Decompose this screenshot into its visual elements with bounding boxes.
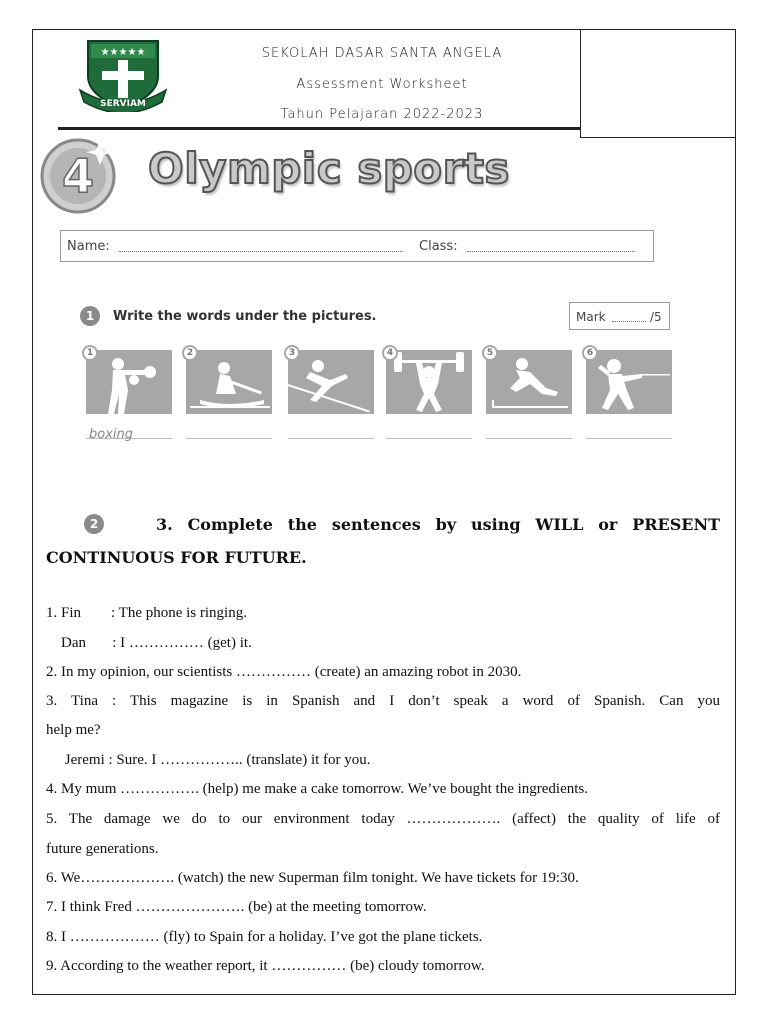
unit-title: Olympic sports [148,144,510,193]
mark-box [569,302,670,330]
sentence-line: 2. In my opinion, our scientists …………… (create) an amazing robot in 2030. [46,664,522,680]
answer-line-5[interactable] [486,438,572,439]
svg-text:★★★★★: ★★★★★ [100,47,146,58]
sentence-line: 1. Fin : The phone is ringing. [46,605,247,621]
sentence-line: 4. My mum ……………. (help) me make a cake tomorrow. We’ve bought the ingredients. [46,781,588,797]
exercise-2-bullet: 2 [84,514,104,534]
rowing-icon [186,350,272,414]
picture-number: 4 [382,345,398,361]
exercise-2-heading [46,508,720,574]
picture-2 [186,350,272,414]
boxing-icon [86,350,172,414]
mark-label: Mark [576,310,606,324]
sentence-line: 3. Tina : This magazine is in Spanish and I don’t speak a word of Spanish. Can you [46,693,720,709]
sentence-line: future generations. [46,841,159,857]
sentence-line: 8. I ……………… (fly) to Spain for a holiday. I’ve got the plane tickets. [46,929,483,945]
academic-year: Tahun Pelajaran 2022-2023 [280,107,484,122]
picture-6 [586,350,672,414]
name-class-box [60,230,654,262]
answer-line-6[interactable] [586,438,672,439]
picture-5 [486,350,572,414]
exercise-1-bullet: 1 [80,306,100,326]
sentence-line: Dan : I …………… (get) it. [46,635,252,651]
school-crest-icon [78,38,168,112]
class-field[interactable] [467,251,635,252]
long-jump-icon [486,350,572,414]
picture-3 [288,350,374,414]
picture-4 [386,350,472,414]
picture-number: 3 [284,345,300,361]
header-divider [58,127,580,130]
answer-line-3[interactable] [288,438,374,439]
answer-line-4[interactable] [386,438,472,439]
mark-total: /5 [650,310,662,324]
name-field[interactable] [119,251,403,252]
high-jump-icon [288,350,374,414]
document-type: Assessment Worksheet [296,77,468,92]
picture-number: 2 [182,345,198,361]
unit-number-badge [34,134,122,214]
answer-1: boxing [89,427,134,442]
mark-field[interactable] [612,321,646,322]
name-label: Name: [67,239,110,254]
score-box [580,29,736,138]
answer-line-2[interactable] [186,438,272,439]
crest-motto: SERVIAM [100,99,146,109]
class-label: Class: [419,239,458,254]
heading-line-2: CONTINUOUS FOR FUTURE. [46,548,307,567]
weightlifting-icon [386,350,472,414]
sentence-line: 6. We………………. (watch) the new Superman film tonight. We have tickets for 19:30. [46,870,579,886]
school-name: SEKOLAH DASAR SANTA ANGELA [261,46,503,61]
sentence-line: 7. I think Fred …………………. (be) at the meeting tomorrow. [46,899,427,915]
picture-number: 5 [482,345,498,361]
picture-number: 1 [82,345,98,361]
sentence-line: help me? [46,722,101,738]
picture-1 [86,350,172,414]
heading-line-1: 3. Complete the sentences by using WILL or PRESENT [156,515,720,534]
exercise-1-instruction: Write the words under the pictures. [113,309,377,324]
sentence-line: Jeremi : Sure. I …………….. (translate) it for you. [46,752,371,768]
unit-number: 4 [61,149,95,203]
sentence-line: 5. The damage we do to our environment today ………………. (affect) the quality of life of [46,811,720,827]
fencing-icon [586,350,672,414]
picture-number: 6 [582,345,598,361]
sentence-line: 9. According to the weather report, it …………… (be) cloudy tomorrow. [46,958,485,974]
